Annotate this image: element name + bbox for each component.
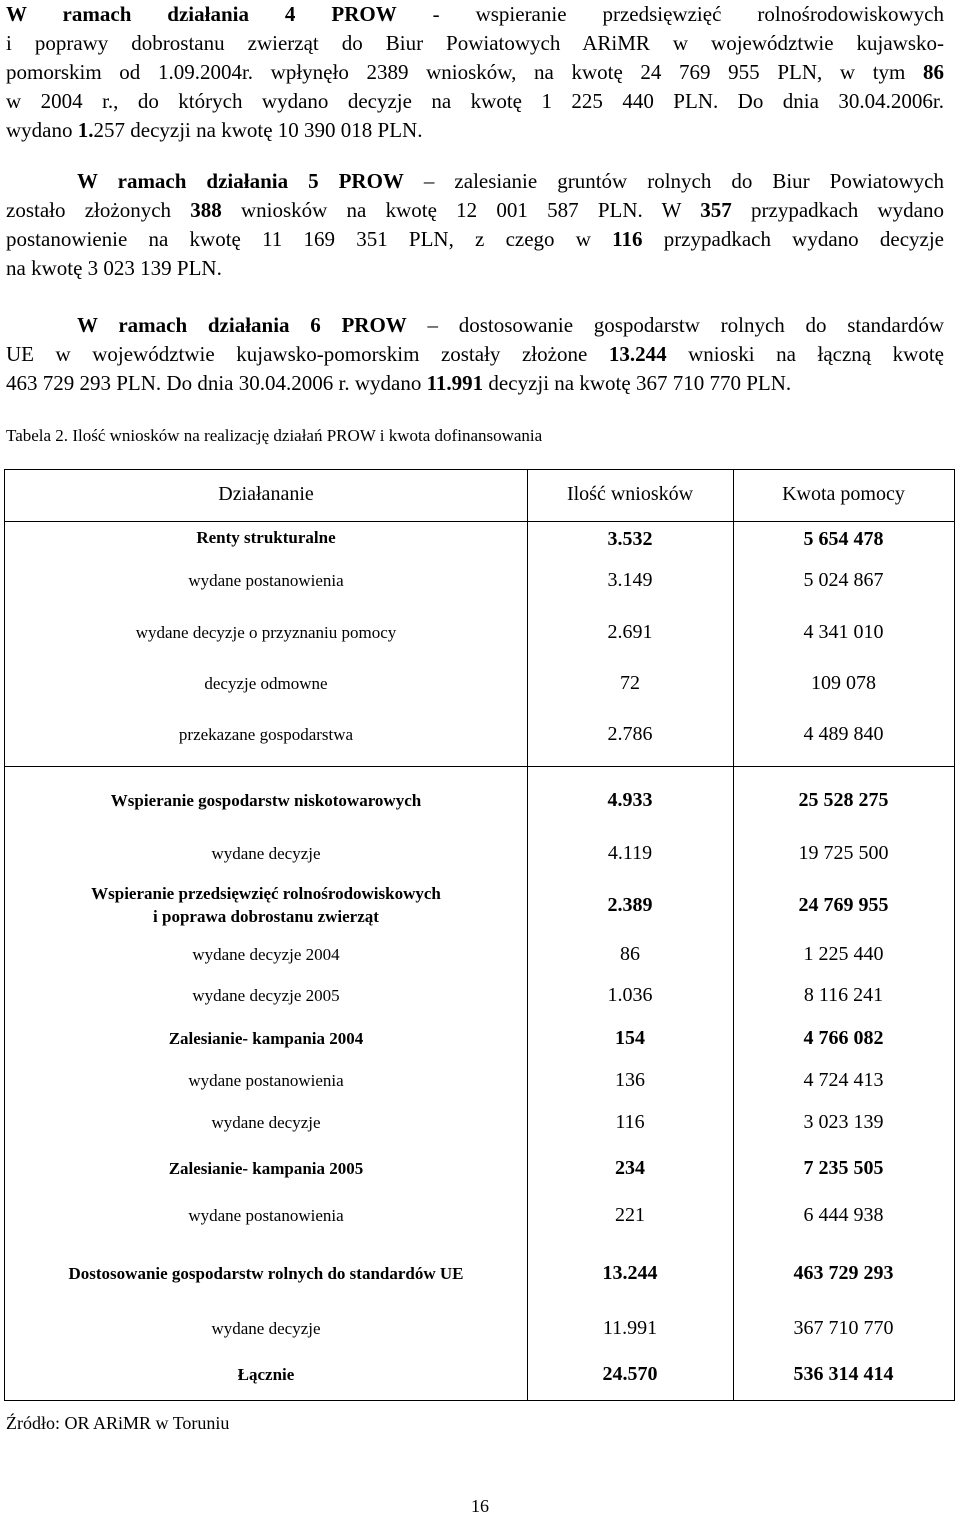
table-row-amount: 6 444 938 — [803, 1204, 884, 1226]
table-row-count: 86 — [620, 943, 640, 965]
table-row-name: wydane decyzje — [211, 1319, 321, 1338]
table-row-name: wydane postanowienia — [188, 1071, 344, 1090]
table-row-name: Renty strukturalne — [196, 528, 336, 547]
table-row-count: 4.933 — [607, 789, 653, 811]
table-row-name: Wspieranie gospodarstw niskotowarowych — [110, 791, 422, 810]
section-divider — [5, 766, 954, 767]
table-row-name: Dostosowanie gospodarstw rolnych do standardów UE — [68, 1264, 464, 1283]
column-divider — [733, 470, 734, 1400]
table-row-name: wydane decyzje 2004 — [192, 945, 340, 964]
table-row-amount: 109 078 — [811, 672, 876, 694]
table-row-count: 2.786 — [607, 723, 653, 745]
table-row-name: Zalesianie- kampania 2004 — [168, 1029, 364, 1048]
table-row-name: wydane decyzje o przyznaniu pomocy — [135, 623, 397, 642]
header-dzialanie: Działananie — [218, 483, 314, 505]
table-row-count: 221 — [615, 1204, 645, 1226]
table-row-count: 2.389 — [607, 894, 653, 916]
table-row-count: 116 — [615, 1111, 645, 1133]
table-row-amount: 7 235 505 — [803, 1157, 884, 1179]
paragraph-dzialanie-4: W ramach działania 4 PROW - wspieranie przedsięwzięć rolnośrodowiskowych i poprawy dobrostanu zwierząt do Biur Powiatowych ARiMR w województwie kujawsko- pomorskim od 1.09.2004r. wpłynęło 2389 wniosków, na kwotę 24 769 955 PLN, w tym 86 w 2004 r., do których wydano decyzje na kwotę 1 225 440 PLN. Do dnia 30.04.2006r. wydano 1.257 decyzji na kwotę 10 390 018 PLN. — [6, 2, 944, 142]
table-row-name: Wspieranie przedsięwzięć rolnośrodowiskowych i poprawa dobrostanu zwierząt — [91, 884, 441, 926]
page-number: 16 — [471, 1496, 489, 1516]
paragraph-dzialanie-6: W ramach działania 6 PROW – dostosowanie gospodarstw rolnych do standardów UE w województwie kujawsko-pomorskim zostały złożone 13.244 wnioski na łączną kwotę 463 729 293 PLN. Do dnia 30.04.2006 r. wydano 11.991 decyzji na kwotę 367 710 770 PLN. — [6, 313, 944, 395]
table-row-amount: 5 654 478 — [803, 528, 884, 550]
table-row-amount: 4 766 082 — [803, 1027, 884, 1049]
paragraph-dzialanie-5: W ramach działania 5 PROW – zalesianie gruntów rolnych do Biur Powiatowych zostało złożonych 388 wniosków na kwotę 12 001 587 PLN. W 357 przypadkach wydano postanowienie na kwotę 11 169 351 PLN, z czego w 116 przypadkach wydano decyzje na kwotę 3 023 139 PLN. — [6, 169, 945, 280]
table-row-count: 154 — [615, 1027, 645, 1049]
data-table — [4, 469, 955, 1401]
table-row-amount: 367 710 770 — [793, 1317, 894, 1339]
table-caption: Tabela 2. Ilość wniosków na realizację działań PROW i kwota dofinansowania — [6, 426, 543, 445]
table-row-count: 13.244 — [602, 1262, 658, 1284]
table-row-count: 234 — [615, 1157, 645, 1179]
table-row-name: przekazane gospodarstwa — [178, 725, 354, 744]
table-row-name: wydane decyzje — [211, 1113, 321, 1132]
header-divider — [5, 521, 954, 522]
source-note: Źródło: OR ARiMR w Toruniu — [6, 1413, 230, 1433]
table-row-amount: 19 725 500 — [798, 842, 889, 864]
table-row-total-amount: 536 314 414 — [793, 1363, 894, 1385]
table-row-amount: 1 225 440 — [803, 943, 884, 965]
table-row-amount: 5 024 867 — [803, 569, 884, 591]
table-row-count: 4.119 — [607, 842, 653, 864]
table-row-name: wydane decyzje 2005 — [192, 986, 340, 1005]
table-row-amount: 463 729 293 — [793, 1262, 894, 1284]
table-row-name: wydane postanowienia — [188, 1206, 344, 1225]
table-row-count: 2.691 — [607, 621, 653, 643]
table-row-name: wydane postanowienia — [188, 571, 344, 590]
table-row-count: 3.532 — [607, 528, 653, 550]
table-row-amount: 24 769 955 — [798, 894, 889, 916]
table-row-name: decyzje odmowne — [204, 674, 328, 693]
table-row-count: 72 — [620, 672, 640, 694]
table-row-count: 1.036 — [607, 984, 653, 1006]
header-kwota-pomocy: Kwota pomocy — [782, 483, 905, 505]
table-row-count: 3.149 — [607, 569, 653, 591]
table-row-count: 136 — [615, 1069, 645, 1091]
table-row-total-count: 24.570 — [602, 1363, 658, 1385]
table-row-name: Zalesianie- kampania 2005 — [168, 1159, 364, 1178]
table-row-amount: 25 528 275 — [798, 789, 889, 811]
table-row-amount: 4 341 010 — [803, 621, 884, 643]
table-row-amount: 3 023 139 — [803, 1111, 884, 1133]
table-row-amount: 4 724 413 — [803, 1069, 884, 1091]
header-ilosc-wnioskow: Ilość wniosków — [566, 483, 694, 505]
table-row-count: 11.991 — [602, 1317, 658, 1339]
table-row-name: wydane decyzje — [211, 844, 321, 863]
table-row-total-name: Łącznie — [237, 1365, 295, 1384]
table-row-amount: 4 489 840 — [803, 723, 884, 745]
table-row-amount: 8 116 241 — [803, 984, 884, 1006]
column-divider — [527, 470, 528, 1400]
